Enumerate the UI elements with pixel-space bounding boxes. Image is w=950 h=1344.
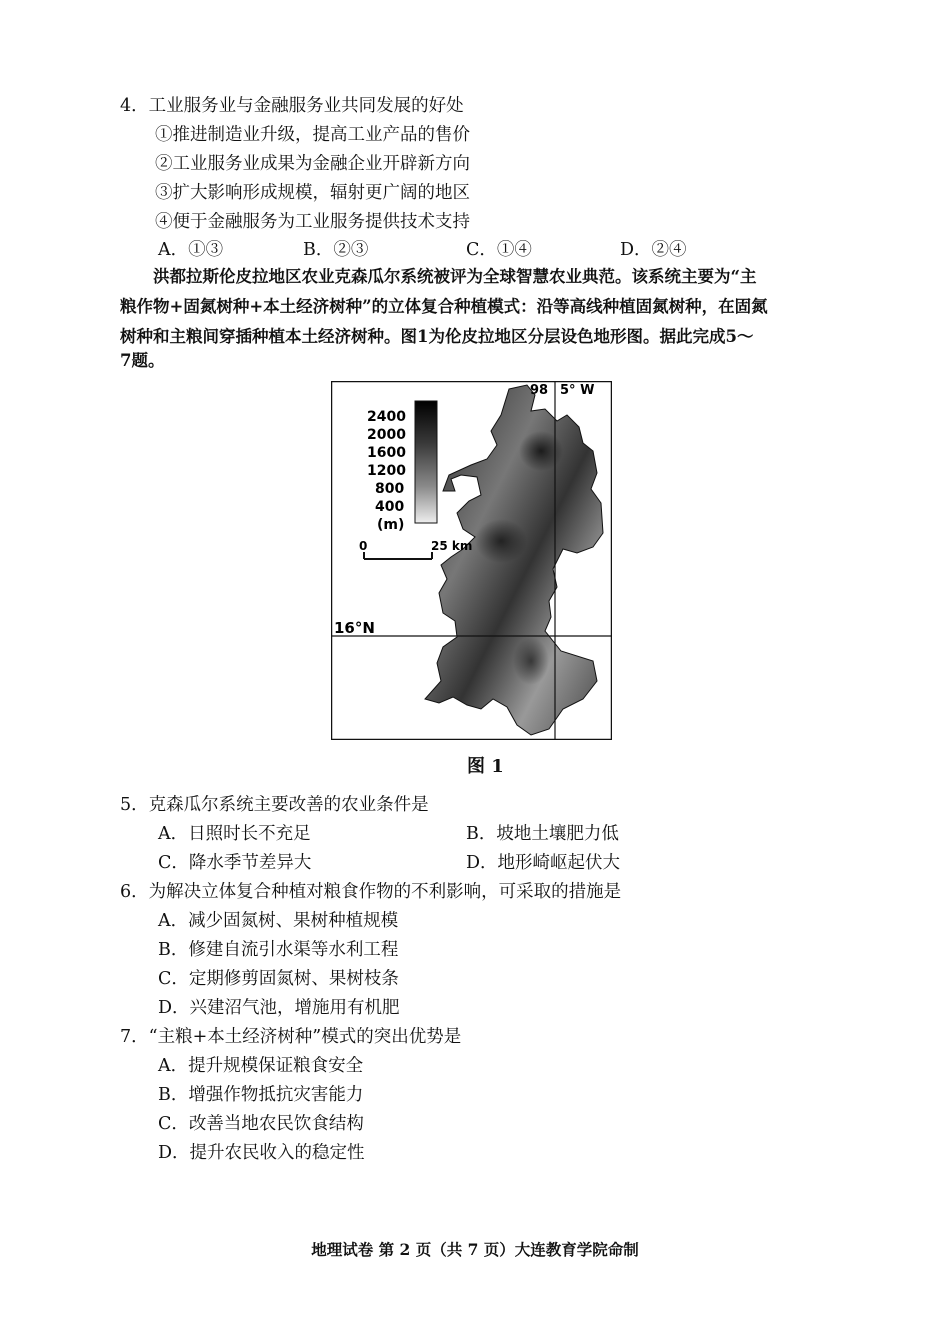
latitude-label: 16°N bbox=[334, 619, 375, 637]
q7-option-a: A．提升规模保证粮食安全 bbox=[158, 1056, 364, 1076]
passage-line-3: 树种和主粮间穿插种植本土经济树种。图1为伦皮拉地区分层设色地形图。据此完成5～ bbox=[120, 327, 754, 346]
elevation-legend-bar bbox=[415, 401, 437, 523]
passage-line-1: 洪都拉斯伦皮拉地区农业克森瓜尔系统被评为全球智慧农业典范。该系统主要为“主 bbox=[153, 267, 757, 286]
q7-option-b: B．增强作物抵抗灾害能力 bbox=[158, 1085, 364, 1105]
question-4-item-4: ④便于金融服务为工业服务提供技术支持 bbox=[155, 212, 470, 232]
q5-option-a: A．日照时长不充足 bbox=[158, 824, 311, 844]
question-4-item-1: ①推进制造业升级，提高工业产品的售价 bbox=[155, 125, 470, 145]
scale-end: 25 km bbox=[431, 539, 473, 553]
question-7-stem: 7．“主粮+本土经济树种”模式的突出优势是 bbox=[120, 1027, 462, 1047]
question-6-stem: 6．为解决立体复合种植对粮食作物的不利影响，可采取的措施是 bbox=[120, 882, 622, 902]
q6-option-b: B．修建自流引水渠等水利工程 bbox=[158, 940, 399, 960]
question-5-stem: 5．克森瓜尔系统主要改善的农业条件是 bbox=[120, 795, 429, 815]
q4-option-a: A．①③ bbox=[158, 240, 224, 260]
page-footer: 地理试卷 第 2 页（共 7 页）大连教育学院命制 bbox=[311, 1240, 639, 1259]
question-4-stem: 4．工业服务业与金融服务业共同发展的好处 bbox=[120, 96, 464, 116]
figure-caption: 图 1 bbox=[467, 756, 504, 777]
q5-option-c: C．降水季节差异大 bbox=[158, 853, 312, 873]
longitude-label-a: 98 bbox=[530, 383, 549, 398]
legend-800: 800 bbox=[375, 481, 405, 497]
longitude-label-b: 5° W bbox=[560, 383, 595, 398]
q4-option-c: C．①④ bbox=[466, 240, 532, 260]
legend-400: 400 bbox=[375, 499, 405, 515]
q6-option-d: D．兴建沼气池，增施用有机肥 bbox=[158, 998, 400, 1018]
scale-start: 0 bbox=[359, 539, 368, 553]
legend-2400: 2400 bbox=[367, 409, 406, 425]
passage-line-4: 7题。 bbox=[120, 351, 165, 370]
topographic-map-figure bbox=[331, 381, 612, 740]
q6-option-c: C．定期修剪固氮树、果树枝条 bbox=[158, 969, 399, 989]
q5-option-b: B．坡地土壤肥力低 bbox=[466, 824, 619, 844]
q4-option-d: D．②④ bbox=[620, 240, 687, 260]
legend-unit: (m) bbox=[377, 517, 405, 533]
q5-option-d: D．地形崎岖起伏大 bbox=[466, 853, 621, 873]
passage-line-2: 粮作物+固氮树种+本土经济树种”的立体复合种植模式：沿等高线种植固氮树种，在固氮 bbox=[120, 297, 768, 316]
legend-1200: 1200 bbox=[367, 463, 406, 479]
q4-option-b: B．②③ bbox=[303, 240, 369, 260]
q7-option-c: C．改善当地农民饮食结构 bbox=[158, 1114, 364, 1134]
q7-option-d: D．提升农民收入的稳定性 bbox=[158, 1143, 365, 1163]
question-4-item-3: ③扩大影响形成规模，辐射更广阔的地区 bbox=[155, 183, 470, 203]
q6-option-a: A．减少固氮树、果树种植规模 bbox=[158, 911, 399, 931]
legend-2000: 2000 bbox=[367, 427, 406, 443]
legend-1600: 1600 bbox=[367, 445, 406, 461]
question-4-item-2: ②工业服务业成果为金融企业开辟新方向 bbox=[155, 154, 470, 174]
